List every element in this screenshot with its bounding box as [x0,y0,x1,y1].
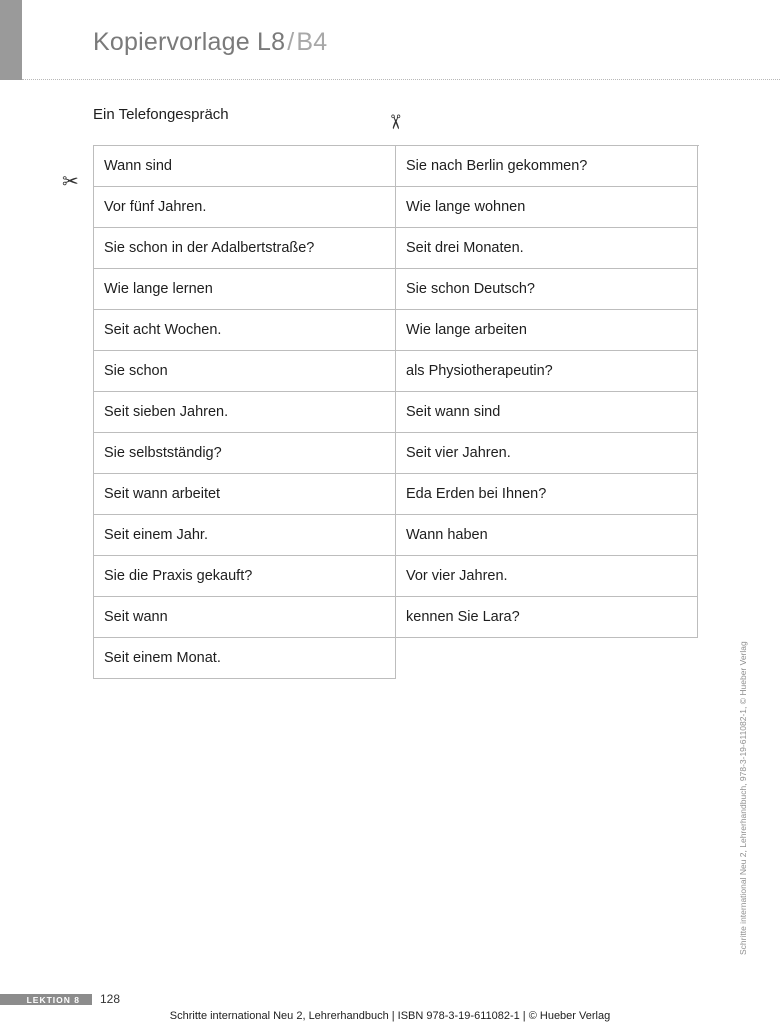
card-cell: Wann haben [396,515,698,556]
card-cell: Wie lange lernen [94,269,396,310]
copyright-side-note: Schritte international Neu 2, Lehrerhandbuch, 978-3-19-611082-1, © Hueber Verlag [738,641,748,955]
card-cell: kennen Sie Lara? [396,597,698,638]
card-cell: Seit wann sind [396,392,698,433]
card-cell: Seit wann arbeitet [94,474,396,515]
page-title-separator: / [287,28,295,56]
empty-card-cell [396,638,698,679]
card-cell: Seit wann [94,597,396,638]
card-cell: Sie schon Deutsch? [396,269,698,310]
card-cell: als Physiotherapeutin? [396,351,698,392]
card-cell: Wie lange wohnen [396,187,698,228]
card-cell: Seit vier Jahren. [396,433,698,474]
header-side-bar [0,0,22,80]
card-cell: Sie selbstständig? [94,433,396,474]
card-cell: Sie schon in der Adalbertstraße? [94,228,396,269]
scissors-icon: ✂ [383,113,406,131]
card-cell: Seit sieben Jahren. [94,392,396,433]
card-cell: Wie lange arbeiten [396,310,698,351]
card-cell: Wann sind [94,146,396,187]
section-title: Ein Telefongespräch [93,106,229,123]
scissors-icon: ✂ [62,171,79,193]
header-divider [22,79,780,80]
card-cell: Seit drei Monaten. [396,228,698,269]
lesson-badge: LEKTION 8 [0,994,92,1005]
page-title [93,28,327,57]
card-cell: Sie die Praxis gekauft? [94,556,396,597]
card-cell: Seit acht Wochen. [94,310,396,351]
card-cell: Vor fünf Jahren. [94,187,396,228]
card-grid [93,145,699,679]
card-cell: Seit einem Jahr. [94,515,396,556]
card-cell: Sie nach Berlin gekommen? [396,146,698,187]
page-title-main: Kopiervorlage L8 [93,28,286,56]
page-number: 128 [100,992,121,1006]
footer-text: Schritte international Neu 2, Lehrerhandbuch | ISBN 978-3-19-611082-1 | © Hueber Verlag [169,1010,611,1022]
card-cell: Vor vier Jahren. [396,556,698,597]
card-cell: Seit einem Monat. [94,638,396,679]
page-title-sub: B4 [296,28,328,56]
card-cell: Eda Erden bei Ihnen? [396,474,698,515]
card-cell: Sie schon [94,351,396,392]
